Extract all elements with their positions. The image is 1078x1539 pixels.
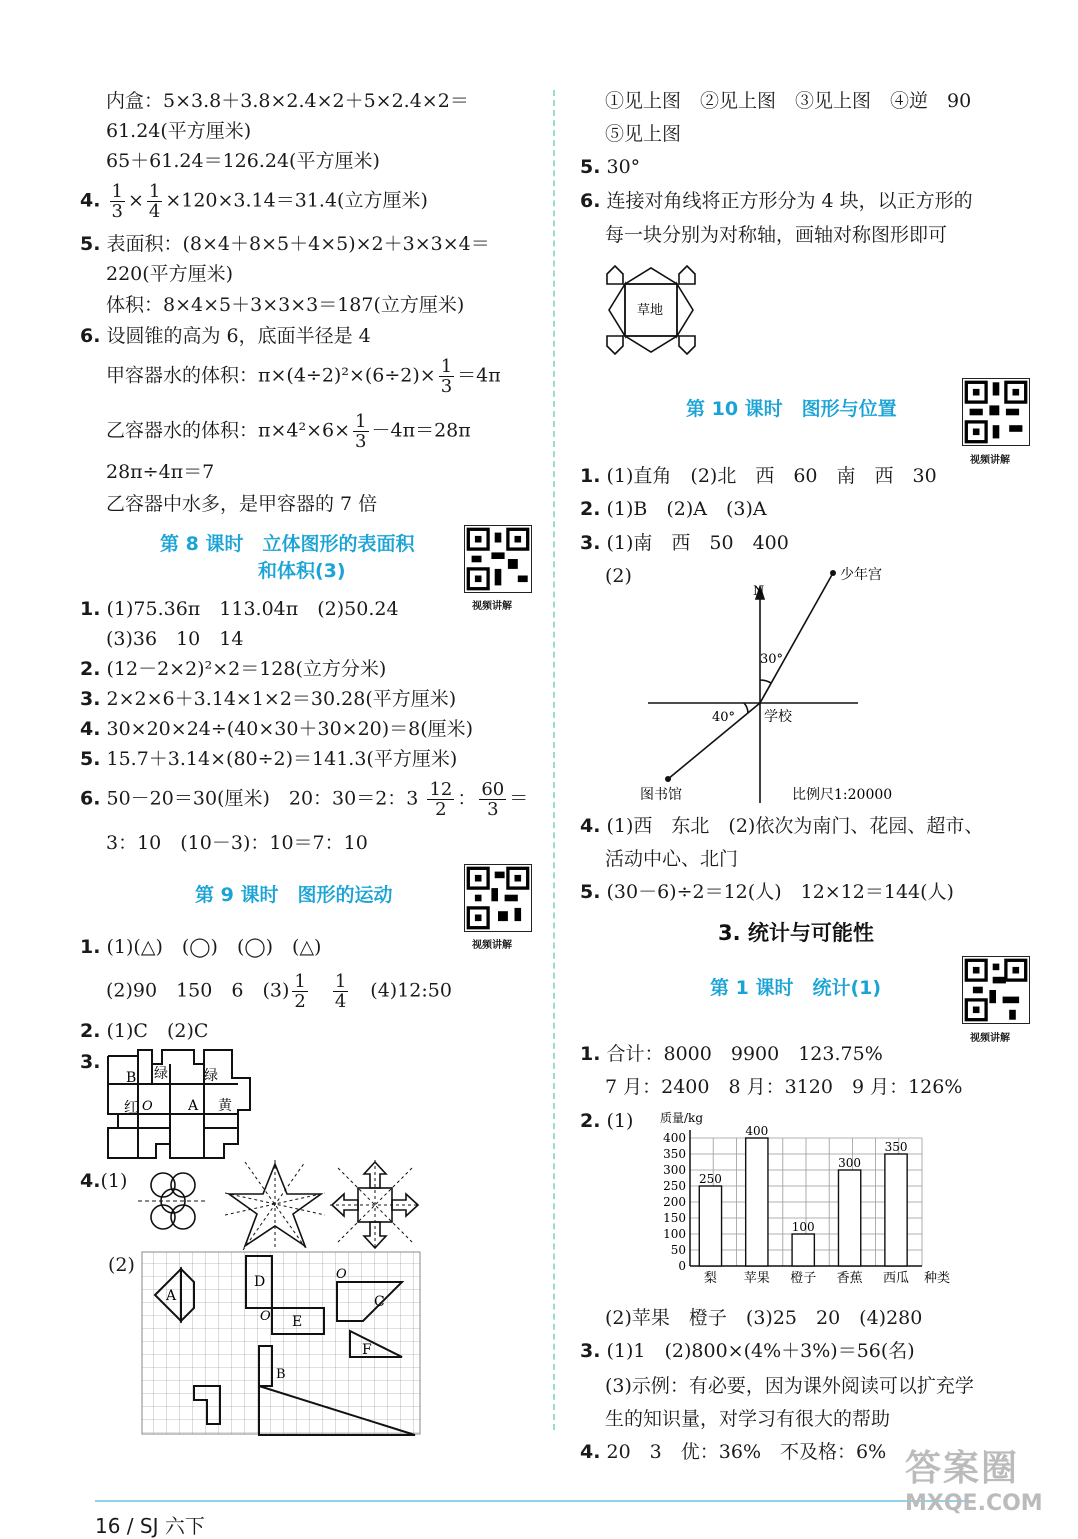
s8-q4: 4. 30×20×24÷(40×30＋30×20)＝8(厘米) (80, 718, 474, 740)
left-line-2: 61.24(平方厘米) (106, 120, 252, 142)
s10-q2: 2. (1)B (2)A (3)A (580, 498, 767, 520)
qr-caption: 视频讲解 (970, 1033, 1010, 1044)
direction-map-figure (640, 565, 910, 810)
map-library: 图书馆 (640, 787, 682, 803)
s10-q3-line-2: (2) (605, 565, 632, 587)
net-label-b: B (126, 1070, 137, 1086)
grid-label-f: F (362, 1342, 372, 1358)
s10-q4-line-1: 4. (1)西 东北 (2)依次为南门、花园、超市、 (580, 815, 984, 837)
bar-chart (630, 1108, 960, 1288)
s9-q4-line: 4.(1) (80, 1170, 128, 1192)
q5-line-3: 体积：8×4×5＋3×3×3＝187(立方厘米) (106, 294, 465, 316)
bar (792, 1234, 814, 1266)
x-tick-label: 梨 (703, 1271, 717, 1286)
map-school: 学校 (764, 709, 792, 725)
s9-q3-number: 3. (80, 1051, 101, 1073)
s31-q3-line-3: 生的知识量，对学习有很大的帮助 (605, 1408, 891, 1430)
bar-value-label: 400 (745, 1124, 769, 1138)
s10-q5: 5. (30－6)÷2＝12(人) 12×12＝144(人) (580, 881, 954, 903)
bar-value-label: 350 (884, 1140, 908, 1154)
cube-net-figure (106, 1048, 254, 1162)
map-palace: 少年宫 (840, 567, 882, 583)
watermark-logo: 答案圈 (905, 1448, 1020, 1489)
net-label-red: 红 (124, 1100, 138, 1116)
net-label-a: A (188, 1098, 199, 1114)
q5-line-1: 5. 表面积：(8×4＋8×5＋4×5)×2＋3×3×4＝ (80, 233, 490, 255)
r-q6-line-1: 6. 连接对角线将正方形分为 4 块，以正方形的 (580, 190, 973, 212)
s8-q6-line-1: 6. 50－20＝30(厘米) 20：30＝2：3 $\frac{12}{2}$ ： $\frac{60}{3}$ ＝ (80, 779, 529, 820)
s9-q2: 2. (1)C (2)C (80, 1020, 209, 1042)
x-tick-label: 橙子 (790, 1271, 817, 1286)
arrow-square-figure (330, 1160, 420, 1250)
map-north: N (753, 584, 765, 599)
section-3-1-title: 第 1 课时 统计(1) (710, 977, 882, 999)
grid-label-a: A (166, 1288, 177, 1304)
y-tick-label: 50 (670, 1243, 686, 1257)
left-line-1: 内盒：5×3.8＋3.8×2.4×2＋5×2.4×2＝ (106, 90, 469, 112)
s9-q1-line-2: (2)90 150 6 (3) $\frac{1}{2}$ $\frac{1}{4}$ (4)12:50 (106, 971, 452, 1012)
s31-q4: 4. 20 3 优：36% 不及格：6% (580, 1441, 887, 1463)
grid-label-b: B (276, 1367, 286, 1382)
r-q6-line-2: 每一块分别为对称轴，画轴对称图形即可 (605, 224, 948, 246)
qr-code-icon[interactable] (962, 378, 1030, 446)
map-scale: 比例尺1:20000 (792, 787, 893, 803)
q5-line-2: 220(平方厘米) (106, 263, 234, 285)
s8-q3: 3. 2×2×6＋3.14×1×2＝30.28(平方厘米) (80, 688, 457, 710)
section-10-title: 第 10 课时 图形与位置 (686, 398, 897, 420)
x-tick-label: 西瓜 (883, 1271, 910, 1286)
s31-q3-line-1: 3. (1)1 (2)800×(4%＋3%)＝56(名) (580, 1340, 915, 1362)
grid-figure (140, 1250, 422, 1436)
fraction: $\frac{1}{3}$ (111, 181, 123, 222)
star-figure (225, 1160, 325, 1250)
y-tick-label: 0 (678, 1259, 686, 1273)
watermark-url: MXQE.COM (905, 1491, 1043, 1516)
net-label-yellow: 黄 (218, 1098, 232, 1114)
page-footer: 16 / SJ 六下 (95, 1514, 205, 1538)
q6-line-1: 6. 设圆锥的高为 6，底面半径是 4 (80, 325, 371, 347)
s9-q1-line-1: 1. (1)(△) (◯) (◯) (△) (80, 936, 322, 958)
qr-caption: 视频讲解 (970, 455, 1010, 466)
q4-line: 4. $\frac{1}{3}$ × $\frac{1}{4}$ ×120×3.14＝31.4(立方厘米) (80, 181, 428, 222)
flower-figure (136, 1165, 210, 1241)
q6-line-4: 28π÷4π＝7 (106, 461, 215, 483)
section-8-title: 第 8 课时 立体图形的表面积 (160, 533, 415, 555)
y-tick-label: 150 (663, 1211, 686, 1225)
grid-label-o2: O (260, 1309, 271, 1324)
footer-rule (95, 1500, 975, 1502)
bar (885, 1154, 907, 1266)
q6-line-5: 乙容器中水多，是甲容器的 7 倍 (106, 493, 378, 515)
right-line-2: ⑤见上图 (605, 123, 682, 145)
qr-caption: 视频讲解 (472, 601, 512, 612)
section-9-title: 第 9 课时 图形的运动 (195, 884, 393, 906)
bar (699, 1186, 721, 1266)
q4-number: 4. (80, 189, 101, 212)
y-tick-label: 100 (663, 1227, 686, 1241)
qr-code-icon[interactable] (962, 956, 1030, 1024)
s10-q1: 1. (1)直角 (2)北 西 60 南 西 30 (580, 465, 937, 487)
bar-value-label: 250 (698, 1172, 722, 1186)
s31-q3-line-2: (3)示例：有必要，因为课外阅读可以扩充学 (605, 1375, 974, 1397)
q6-line-3: 乙容器水的体积：π×4²×6× $\frac{1}{3}$ －4π＝28π (106, 411, 471, 452)
grid-label-e: E (292, 1314, 303, 1330)
s31-q2-line-1: 2. (1) (580, 1110, 634, 1132)
s31-q1-line-2: 7 月：2400 8 月：3120 9 月：126% (605, 1076, 963, 1098)
y-tick-label: 400 (663, 1131, 686, 1145)
map-angle-30: 30° (760, 652, 784, 667)
grid-label-d: D (254, 1274, 266, 1290)
s31-q2-line-2: (2)苹果 橙子 (3)25 20 (4)280 (605, 1307, 923, 1329)
s10-q3-line-1: 3. (1)南 西 50 400 (580, 532, 789, 554)
y-tick-label: 250 (663, 1179, 686, 1193)
grass-label: 草地 (637, 303, 664, 318)
s8-q5: 5. 15.7＋3.14×(80÷2)＝141.3(平方厘米) (80, 748, 458, 770)
s8-q6-line-2: 3：10 (10－3)：10＝7：10 (106, 832, 368, 854)
x-tick-label: 苹果 (743, 1271, 770, 1286)
bar (838, 1170, 860, 1266)
left-line-3: 65＋61.24＝126.24(平方厘米) (106, 150, 380, 172)
r-q5: 5. 30° (580, 156, 641, 178)
fraction: $\frac{1}{4}$ (148, 181, 161, 222)
qr-code-icon[interactable] (464, 864, 532, 932)
chapter-3-title: 3. 统计与可能性 (718, 921, 874, 945)
bar-value-label: 100 (791, 1220, 815, 1234)
s9-q4-part2: (2) (108, 1254, 135, 1276)
s8-q1-line-2: (3)36 10 14 (106, 628, 244, 650)
x-tick-label: 香蕉 (836, 1271, 863, 1286)
net-label-o: O (142, 1099, 153, 1114)
grass-square-figure (605, 262, 697, 358)
y-tick-label: 350 (663, 1147, 686, 1161)
bar (746, 1138, 768, 1266)
q6-line-2: 甲容器水的体积：π×(4÷2)²×(6÷2)× $\frac{1}{3}$ ＝4π (106, 356, 501, 397)
y-axis-label: 质量/kg (660, 1111, 703, 1125)
grid-label-o1: O (336, 1267, 347, 1282)
qr-code-icon[interactable] (464, 525, 532, 593)
grid-label-c: C (374, 1294, 385, 1310)
y-tick-label: 300 (663, 1163, 686, 1177)
map-angle-40: 40° (712, 710, 736, 725)
s10-q4-line-2: 活动中心、北门 (605, 848, 739, 870)
qr-caption: 视频讲解 (472, 940, 512, 951)
watermark (905, 1440, 1043, 1516)
right-line-1: ①见上图 ②见上图 ③见上图 ④逆 90 (605, 90, 972, 112)
s8-q2: 2. (12－2×2)²×2＝128(立方分米) (80, 658, 387, 680)
net-label-green-2: 绿 (204, 1068, 218, 1084)
bar-value-label: 300 (838, 1156, 862, 1170)
y-tick-label: 200 (663, 1195, 686, 1209)
column-divider (553, 90, 555, 1430)
x-axis-label: 种类 (924, 1271, 951, 1286)
net-label-green-1: 绿 (154, 1066, 168, 1082)
section-8-subtitle: 和体积(3) (258, 560, 346, 582)
s8-q1-line-1: 1. (1)75.36π 113.04π (2)50.24 (80, 598, 399, 620)
s31-q1-line-1: 1. 合计：8000 9900 123.75% (580, 1043, 883, 1065)
